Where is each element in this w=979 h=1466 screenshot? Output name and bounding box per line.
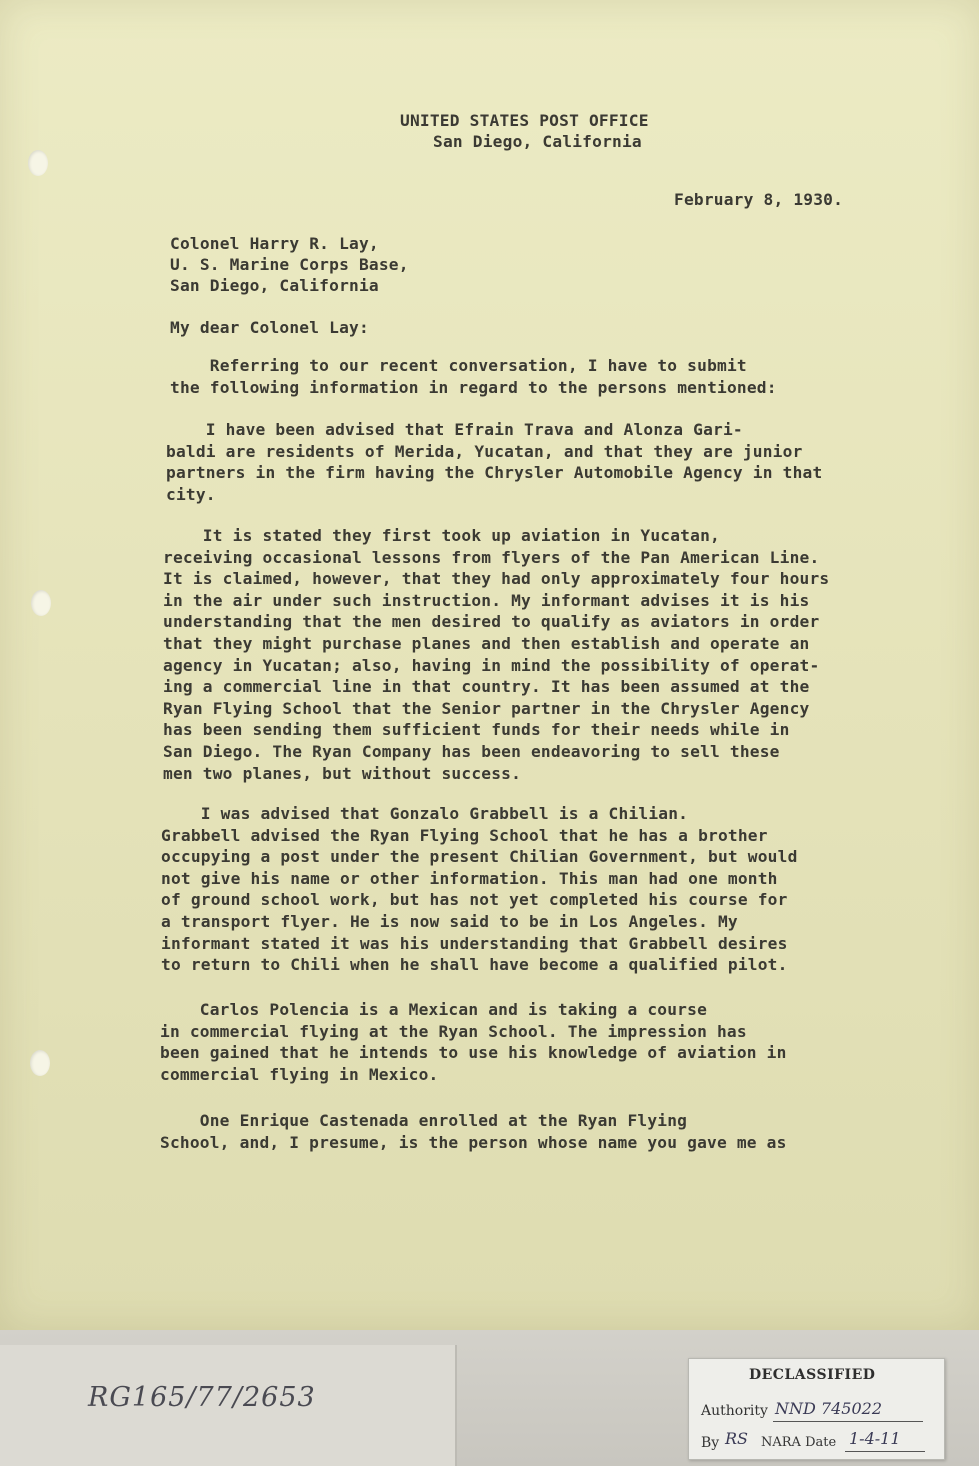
paragraph-line: agency in Yucatan; also, having in mind the possibility of operat- (163, 655, 820, 675)
stamp-title: DECLASSIFIED (749, 1367, 876, 1383)
paragraph-line: informant stated it was his understanding that Grabbell desires (161, 933, 788, 953)
paragraph-line: It is claimed, however, that they had only approximately four hours (163, 569, 830, 589)
stamp-date-rule (845, 1451, 925, 1452)
paragraph-line: not give his name or other information. This man had one month (161, 868, 778, 888)
paragraph-line: ing a commercial line in that country. It has been assumed at the (163, 677, 810, 697)
stamp-authority-rule (773, 1421, 923, 1422)
paragraph-line: to return to Chili when he shall have become a qualified pilot. (161, 955, 788, 975)
stamp-date-value: 1-4-11 (849, 1429, 901, 1448)
paragraph-line: School, and, I presume, is the person whose name you gave me as (160, 1132, 787, 1152)
paragraph-line: that they might purchase planes and then establish and operate an (163, 633, 810, 653)
paragraph-line: receiving occasional lessons from flyers of the Pan American Line. (163, 547, 820, 567)
addressee-line1: Colonel Harry R. Lay, (170, 234, 379, 253)
paragraph-2 (166, 419, 822, 505)
paragraph-line: of ground school work, but has not yet completed his course for (161, 890, 788, 910)
paragraph-line: baldi are residents of Merida, Yucatan, and that they are junior (166, 441, 803, 461)
paragraph-line: San Diego. The Ryan Company has been endeavoring to sell these (163, 741, 780, 761)
paragraph-line: partners in the firm having the Chrysler Automobile Agency in that (166, 463, 823, 483)
paragraph-3 (163, 525, 829, 784)
punch-hole-bottom (30, 1050, 50, 1076)
paragraph-1 (170, 355, 777, 398)
paragraph-6 (160, 1110, 787, 1153)
paragraph-line: I have been advised that Efrain Trava and Alonza Gari- (166, 420, 743, 439)
paragraph-line: One Enrique Castenada enrolled at the Ryan Flying (160, 1111, 688, 1130)
paragraph-4 (161, 803, 798, 976)
declassified-stamp (688, 1358, 945, 1460)
paragraph-line: Ryan Flying School that the Senior partner in the Chrysler Agency (163, 698, 810, 718)
paragraph-line: understanding that the men desired to qualify as aviators in order (163, 612, 820, 632)
addressee-line3: San Diego, California (170, 276, 379, 295)
paragraph-line: been gained that he intends to use his knowledge of aviation in (160, 1043, 787, 1063)
stamp-authority-value: NND 745022 (775, 1399, 882, 1418)
letterhead-line1: UNITED STATES POST OFFICE (400, 111, 649, 130)
paragraph-line: Grabbell advised the Ryan Flying School that he has a brother (161, 825, 768, 845)
letter-date: February 8, 1930. (674, 190, 844, 209)
paragraph-line: It is stated they first took up aviation in Yucatan, (163, 526, 720, 545)
salutation: My dear Colonel Lay: (170, 318, 369, 337)
punch-hole-middle (31, 590, 51, 616)
addressee-line2: U. S. Marine Corps Base, (170, 255, 409, 274)
paragraph-5 (160, 999, 787, 1085)
paragraph-line: in commercial flying at the Ryan School. The impression has (160, 1021, 747, 1041)
archive-reference: RG165/77/2653 (88, 1382, 316, 1413)
paragraph-line: Referring to our recent conversation, I have to submit (170, 356, 747, 375)
stamp-authority-label: Authority (701, 1403, 768, 1419)
paragraph-line: has been sending them sufficient funds for their needs while in (163, 720, 790, 740)
paragraph-line: the following information in regard to the persons mentioned: (170, 377, 777, 397)
paragraph-line: I was advised that Gonzalo Grabbell is a Chilian. (161, 804, 689, 823)
paragraph-line: city. (166, 484, 216, 504)
paragraph-line: in the air under such instruction. My informant advises it is his (163, 590, 810, 610)
paragraph-line: Carlos Polencia is a Mexican and is taking a course (160, 1000, 708, 1019)
paragraph-line: occupying a post under the present Chilian Government, but would (161, 847, 798, 867)
letterhead-line2: San Diego, California (433, 132, 642, 151)
stamp-by-value: RS (725, 1429, 749, 1448)
paragraph-line: commercial flying in Mexico. (160, 1064, 439, 1084)
punch-hole-top (28, 150, 48, 176)
stamp-nara-label: NARA Date (761, 1435, 837, 1450)
paragraph-line: a transport flyer. He is now said to be in Los Angeles. My (161, 911, 738, 931)
stamp-by-label: By (701, 1435, 720, 1451)
paragraph-line: men two planes, but without success. (163, 763, 522, 783)
